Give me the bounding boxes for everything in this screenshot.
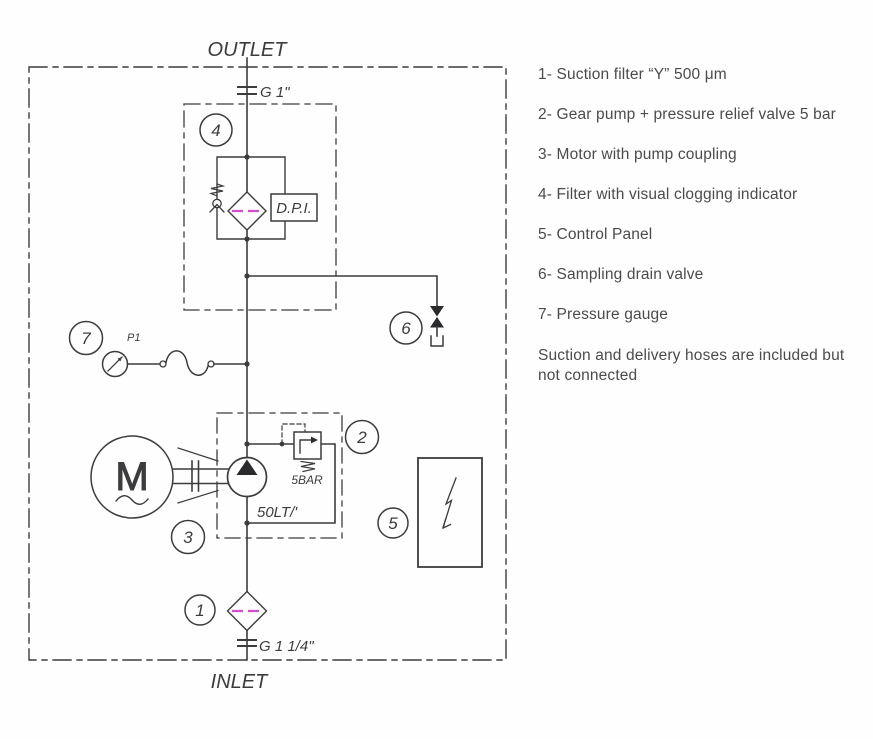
legend-note: Suction and delivery hoses are included but not connected <box>538 347 845 384</box>
balloon-6-number: 6 <box>401 319 411 338</box>
legend-item-6: 6- Sampling drain valve <box>538 266 704 283</box>
balloon-3-number: 3 <box>183 528 193 547</box>
legend-item-7: 7- Pressure gauge <box>538 306 669 323</box>
drain-valve-upper-triangle <box>430 306 444 317</box>
legend-item-3: 3- Motor with pump coupling <box>538 146 737 163</box>
relief-setting-label: 5BAR <box>291 473 323 487</box>
coupling-flange <box>192 461 199 491</box>
hose-coupling-left-icon <box>160 361 166 367</box>
balloon-7-number: 7 <box>81 329 91 348</box>
unit-boundary <box>29 67 506 660</box>
balloon-4-number: 4 <box>211 121 221 140</box>
hose-coupling-right-icon <box>208 361 214 367</box>
relief-valve-body <box>294 432 321 459</box>
motor-letter: M <box>115 455 149 499</box>
drain-valve-lower-triangle <box>430 317 444 328</box>
balloon-2-number: 2 <box>357 428 367 447</box>
lightning-arrowhead <box>443 519 451 528</box>
control-panel-box <box>418 458 482 567</box>
outlet-fitting-label: G 1" <box>260 84 290 101</box>
outlet-label: OUTLET <box>207 39 287 61</box>
check-valve-ball-icon <box>213 199 221 207</box>
drain-cup-icon <box>431 336 443 346</box>
legend-item-2: 2- Gear pump + pressure relief valve 5 bar <box>538 106 836 123</box>
pump-flow-label: 50LT/' <box>257 504 298 521</box>
coupling-shaft <box>173 469 228 484</box>
balloon-5-number: 5 <box>388 514 398 533</box>
legend-item-1: 1- Suction filter “Y” 500 μm <box>538 66 727 83</box>
relief-valve-spring <box>301 462 315 472</box>
legend-item-4: 4- Filter with visual clogging indicator <box>538 186 798 203</box>
dpi-label: D.P.I. <box>276 200 312 217</box>
inlet-label: INLET <box>210 671 268 693</box>
inlet-fitting-label: G 1 1/4" <box>259 638 314 655</box>
drain-branch-line <box>247 276 437 306</box>
legend-item-5: 5- Control Panel <box>538 226 653 243</box>
balloon-1-number: 1 <box>195 601 205 620</box>
gauge-port-label: P1 <box>127 332 141 344</box>
flexible-hose-icon <box>166 351 208 375</box>
legend <box>538 66 870 386</box>
